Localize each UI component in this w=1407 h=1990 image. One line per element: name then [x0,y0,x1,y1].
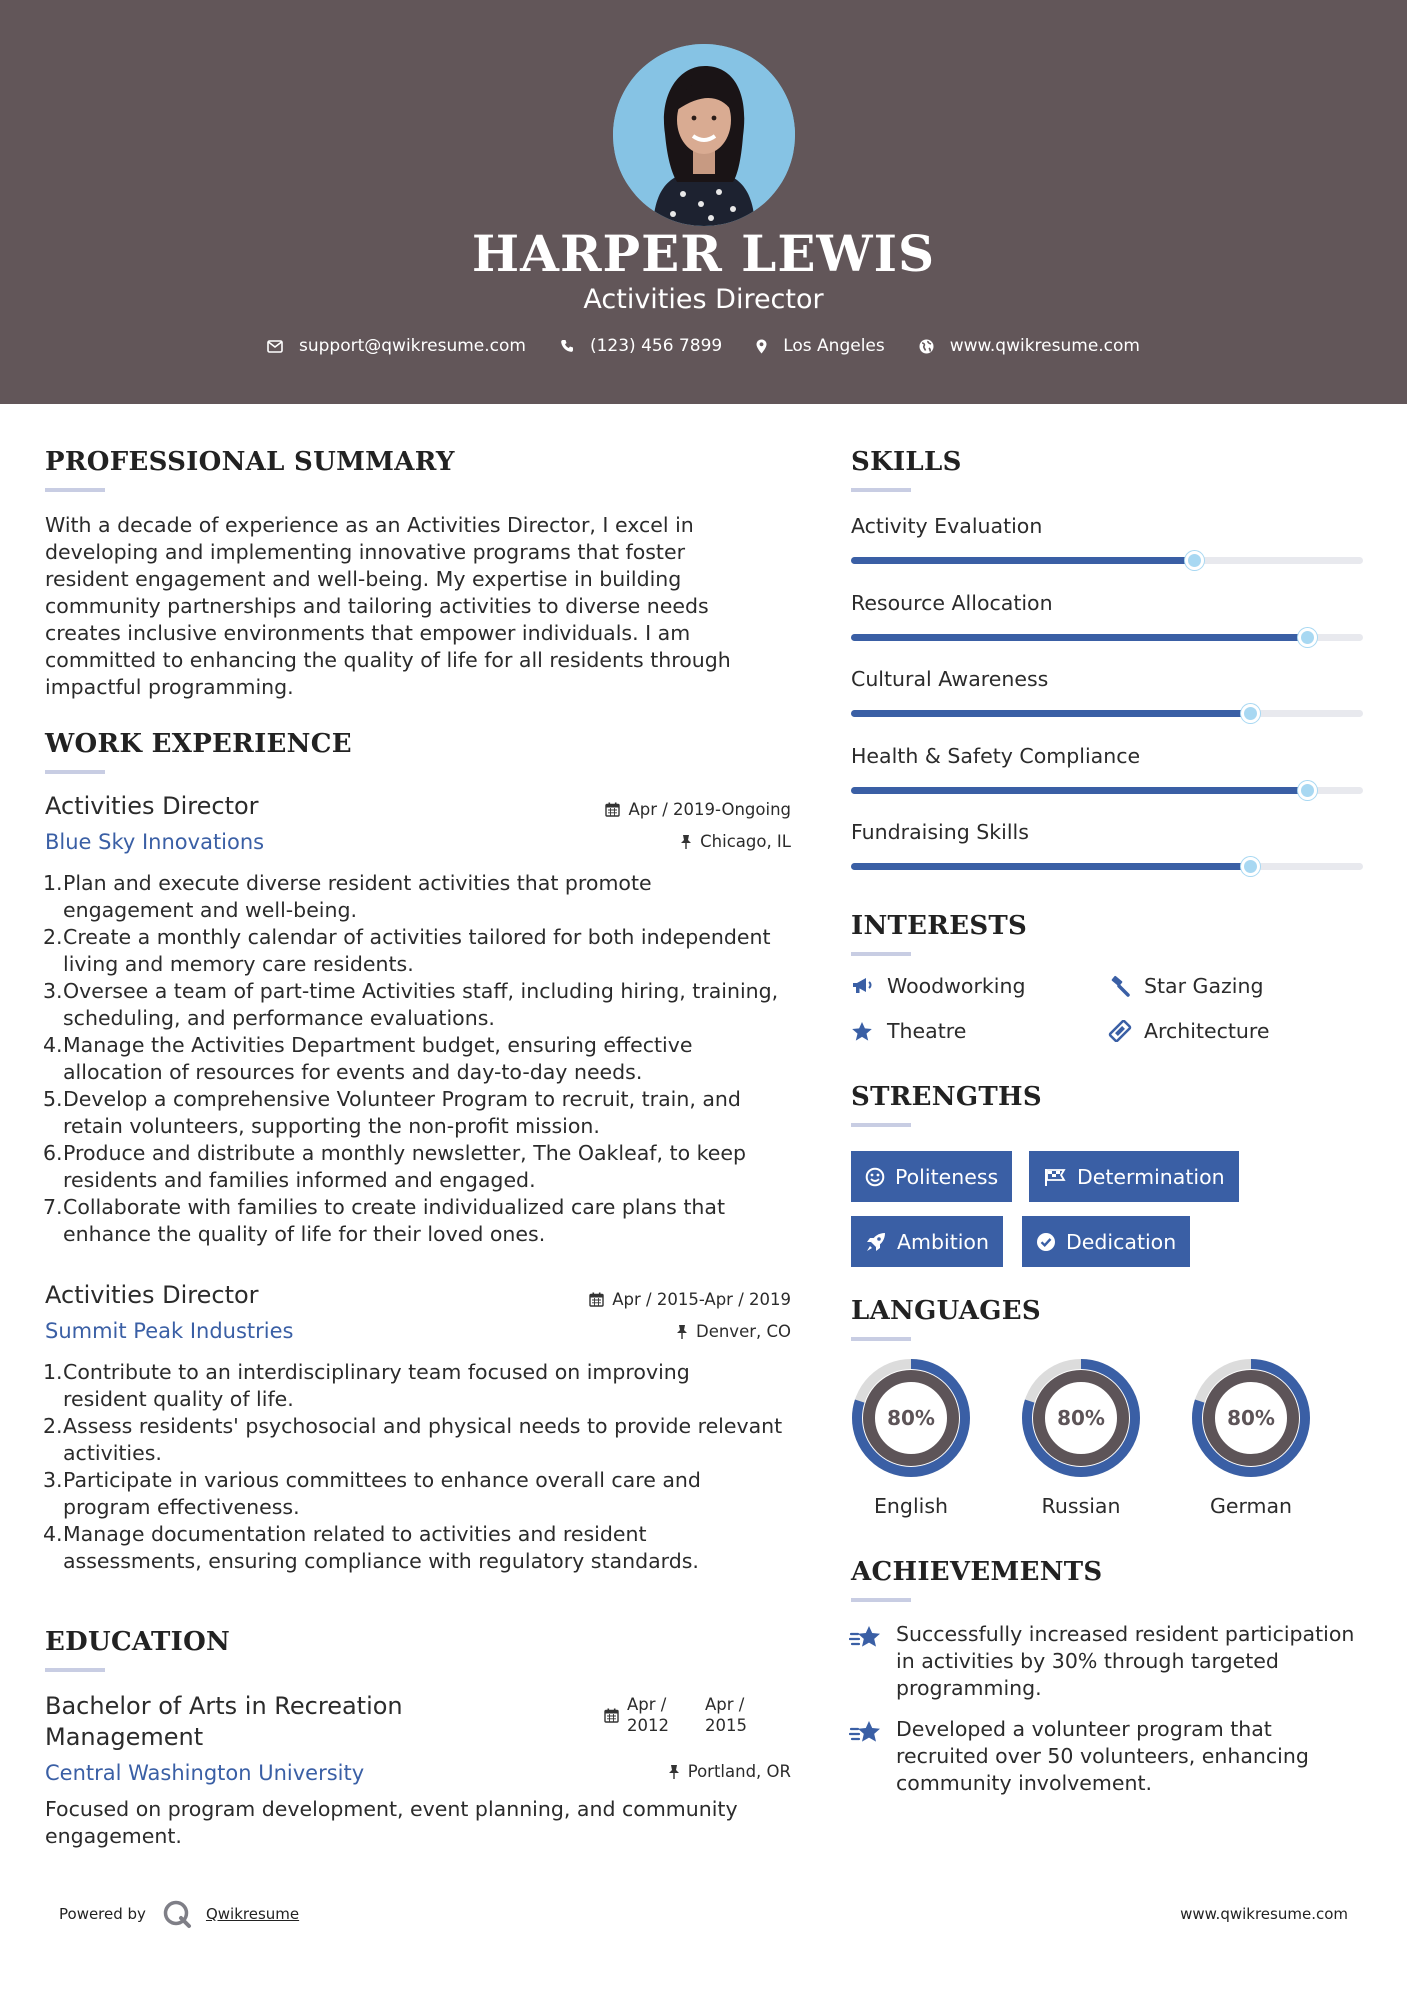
list-item: 2. Create a monthly calendar of activities tailored for both independent living and memory care residents. [43,925,771,976]
flag-icon [1043,1167,1067,1187]
job-dates: Apr / 2015-Apr / 2019 [480,1290,791,1309]
language-percent: 80% [1227,1406,1275,1430]
calendar-icon [604,1708,619,1723]
job-location: Chicago, IL [480,832,791,851]
job-responsibilities [45,1359,805,1575]
language-percent: 80% [887,1406,935,1430]
job-title: Activities Director [45,1281,259,1309]
job-title: Activities Director [45,792,259,820]
skill-bar [851,710,1363,717]
award-star-icon [849,1719,883,1751]
pushpin-icon [668,1764,688,1779]
skill-level-knob [1241,857,1260,876]
footer-website-link[interactable]: www.qwikresume.com [1180,1905,1348,1923]
language-item [1189,1356,1313,1518]
powered-by-label: Powered by [59,1905,146,1923]
star-icon [851,1021,877,1042]
skill-name: Health & Safety Compliance [851,743,1141,768]
contact-phone[interactable] [560,336,722,356]
company-name[interactable]: Blue Sky Innovations [45,830,265,854]
website-text: www.qwikresume.com [949,336,1140,356]
summary-text [45,512,785,701]
summary-line: With a decade of experience as an Activities Director, I excel in [45,513,694,537]
company-name[interactable]: Summit Peak Industries [45,1319,294,1343]
list-item: 2. Assess residents' psychosocial and physical needs to provide relevant activities. [43,1414,783,1465]
skill-level-knob [1298,628,1317,647]
strength-tag: Ambition [851,1216,1003,1267]
list-item: 3. Oversee a team of part-time Activities staff, including hiring, training, scheduling, and performance evaluations. [43,979,779,1030]
interest-item: Theatre [851,1019,966,1043]
language-item [849,1356,973,1518]
calendar-icon [589,1292,612,1307]
achievement-item: Successfully increased resident participation in activities by 30% through targeted programming. [896,1622,1355,1700]
rocket-icon [865,1231,887,1253]
list-item: 4. Manage documentation related to activities and resident assessments, ensuring compliance with regulatory standards. [43,1522,699,1573]
education-heading: EDUCATION [45,1627,231,1657]
footer-powered-by [59,1899,299,1929]
languages-heading: LANGUAGES [851,1296,1041,1326]
check-circle-icon [1036,1232,1056,1252]
language-ring [1189,1356,1313,1480]
summary-line: community partnerships and tailoring activities to diverse needs [45,594,709,618]
phone-icon [560,339,574,353]
skill-bar [851,787,1363,794]
strength-tag: Dedication [1022,1216,1190,1267]
skills-divider [851,488,911,492]
summary-line: creates inclusive environments that empower individuals. I am [45,621,691,645]
skill-bar-fill [851,557,1194,564]
work-divider [45,770,105,774]
skill-bar [851,863,1363,870]
interest-item: Architecture [1108,1019,1270,1043]
skill-bar-fill [851,863,1250,870]
list-item: 1. Plan and execute diverse resident activities that promote engagement and well-being. [43,871,652,922]
language-name: German [1209,1494,1293,1518]
summary-line: developing and implementing innovative programs that foster [45,540,686,564]
skill-bar [851,634,1363,641]
job-responsibilities [45,870,805,1248]
language-name: Russian [1041,1494,1121,1518]
summary-line: committed to enhancing the quality of life for all residents through [45,648,731,672]
end-date-year: 2015 [705,1716,747,1735]
skill-bar [851,557,1363,564]
start-date-month: Apr / [627,1695,667,1714]
profile-photo [613,44,795,226]
strength-tag: Politeness [851,1151,1012,1202]
interest-item: Star Gazing [1108,974,1263,998]
skill-bar-fill [851,787,1307,794]
achievements-heading: ACHIEVEMENTS [851,1557,1103,1587]
skill-name: Resource Allocation [851,590,1053,615]
education-location: Portland, OR [480,1762,791,1781]
summary-line: impactful programming. [45,675,294,699]
candidate-role: Activities Director [583,284,824,315]
award-star-icon [849,1624,883,1656]
summary-divider [45,488,105,492]
language-percent: 80% [1057,1406,1105,1430]
skill-level-knob [1241,704,1260,723]
candidate-name: HARPER LEWIS [471,224,936,283]
skill-bar-fill [851,634,1307,641]
languages-divider [851,1337,911,1341]
location-text: Los Angeles [783,336,885,356]
summary-line: resident engagement and well-being. My expertise in building [45,567,682,591]
list-item: 5. Develop a comprehensive Volunteer Program to recruit, train, and retain volunteers, supporting the non-profit mission. [43,1087,741,1138]
skill-level-knob [1298,781,1317,800]
list-item: 1. Contribute to an interdisciplinary team focused on improving resident quality of life. [43,1360,690,1411]
interests-divider [851,952,911,956]
ticket-icon [1108,1020,1134,1042]
map-pin-icon [756,339,767,354]
smile-icon [865,1167,885,1187]
language-ring [849,1356,973,1480]
education-divider [45,1668,105,1672]
phone-text: (123) 456 7899 [589,336,723,356]
language-ring [1019,1356,1143,1480]
skill-bar-fill [851,710,1250,717]
calendar-icon [605,802,628,817]
contact-website[interactable] [919,336,1140,356]
list-item: 3. Participate in various committees to enhance overall care and program effectiveness. [43,1468,701,1519]
megaphone-icon [851,976,877,996]
skills-heading: SKILLS [851,447,962,477]
summary-heading: PROFESSIONAL SUMMARY [45,447,455,477]
list-item: 4. Manage the Activities Department budget, ensuring effective allocation of resources for events and day-to-day needs. [43,1033,693,1084]
qwikresume-logo-icon [162,1899,192,1929]
language-name: English [873,1494,949,1518]
list-item: 7. Collaborate with families to create individualized care plans that enhance the quality of life for their loved ones. [43,1195,725,1246]
end-date-month: Apr / [705,1695,745,1714]
globe-icon [919,339,934,354]
achievements-divider [851,1598,911,1602]
school-name[interactable]: Central Washington University [45,1761,365,1785]
skill-level-knob [1185,551,1204,570]
contact-email[interactable] [267,336,526,356]
interest-item: Woodworking [851,974,1025,998]
education-dates [604,1694,747,1736]
qwikresume-link[interactable]: Qwikresume [205,1905,300,1923]
degree-title: Bachelor of Arts in Recreation Management [45,1692,403,1751]
job-location: Denver, CO [480,1322,791,1341]
interests-heading: INTERESTS [851,911,1028,941]
contact-location [756,336,885,356]
list-item: 6. Produce and distribute a monthly newsletter, The Oakleaf, to keep residents and families informed and engaged. [43,1141,747,1192]
resume-header [0,0,1407,404]
email-text: support@qwikresume.com [299,336,526,356]
envelope-icon [267,340,283,353]
work-heading: WORK EXPERIENCE [45,729,352,759]
pushpin-icon [676,1324,696,1339]
contact-bar [0,336,1407,356]
pushpin-icon [680,834,700,849]
language-item [1019,1356,1143,1518]
gavel-icon [1108,975,1134,997]
strength-tag: Determination [1029,1151,1239,1202]
job-dates: Apr / 2019-Ongoing [480,800,791,819]
strengths-heading: STRENGTHS [851,1082,1042,1112]
start-date-year: 2012 [627,1716,669,1735]
skill-name: Cultural Awareness [851,667,1049,691]
skill-name: Activity Evaluation [851,514,1043,538]
strengths-divider [851,1123,911,1127]
achievement-item: Developed a volunteer program that recruited over 50 volunteers, enhancing community involvement. [896,1717,1309,1795]
skill-name: Fundraising Skills [851,820,1029,844]
education-description: Focused on program development, event planning, and community engagement. [45,1797,738,1848]
